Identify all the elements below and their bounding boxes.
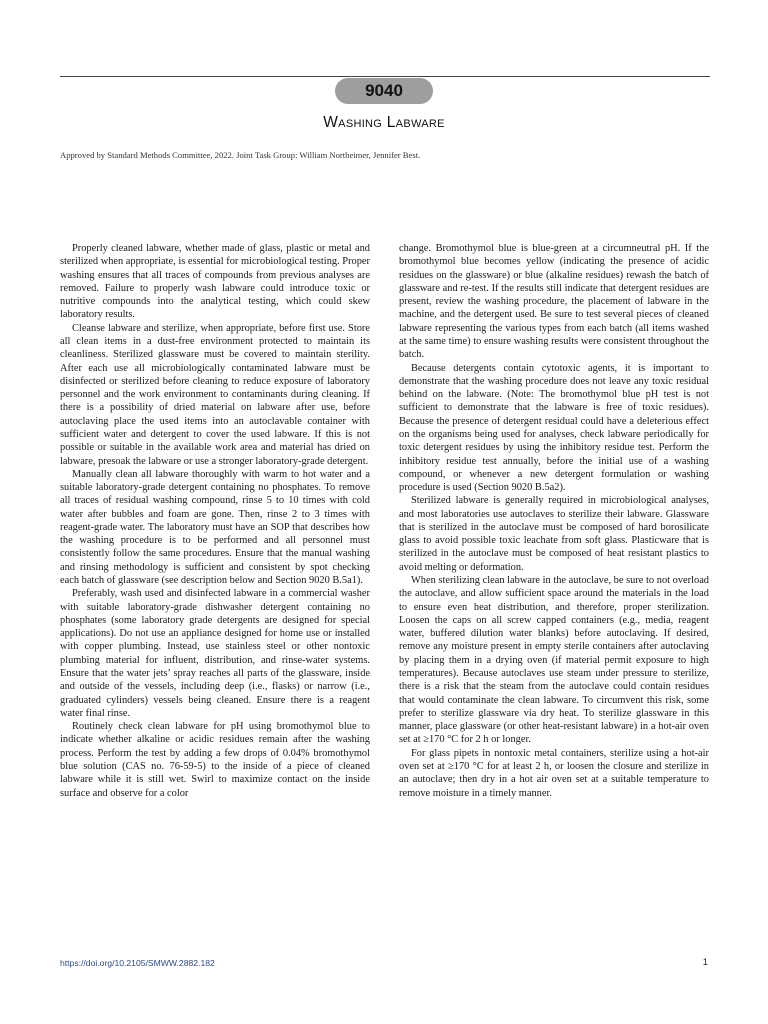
paragraph: For glass pipets in nontoxic metal containers, sterilize using a hot-air oven set at ≥170 °C for at least 2 h, or loosen the closure and sterilize in an autoclave; then dry in a hot air oven set at a suitable temperature to remove moisture in a timely manner. (399, 747, 709, 799)
paragraph: Sterilized labware is generally required in microbiological analyses, and most laboratories use autoclaves to sterilize their labware. Glassware that is sterilized in the autoclave must be composed of hard borosilicate glass to avoid possible toxic leachate from soft glass. Plasticware that is sterilized in the autoclave must be composed of heat resistant plastics to avoid melting or deformation. (399, 495, 709, 573)
paragraph: Routinely check clean labware for pH using bromothymol blue to indicate whether alkaline or acidic residues remain after the washing process. Perform the test by adding a few drops of 0.04% bromothymol blue solution (CAS no. 76-59-5) to the inside of a piece of cleaned labware while it is still wet. Swirl to maximize contact on the inside surface and observe for a color (60, 721, 370, 799)
paragraph: change. Bromothymol blue is blue-green at a circumneutral pH. If the bromothymol blue becomes yellow (indicating the presence of acidic residues on the glassware) or blue (alkaline residues) rewash the batch of glassware and re-test. If the results still indicate that detergent residues are present, review the washing procedure, the placement of labware in the machine, and the detergent used. Be sure to test several pieces of cleaned labware representing the various types from each batch (all items washed at the same time) to ensure washing results were consistent throughout the batch. (399, 243, 709, 361)
page-title: Washing Labware (323, 114, 445, 131)
doi-link[interactable]: https://doi.org/10.2105/SMWW.2882.182 (60, 958, 215, 968)
right-column (399, 242, 709, 800)
paragraph: When sterilizing clean labware in the autoclave, be sure to not overload the autoclave, and allow sufficient space around the materials in the load to ensure even heat distribution, and therefore, proper sterilization. Loosen the caps on all screw capped containers (e.g., media, reagent water, buffered dilution water blanks) before autoclaving. If desired, remove any moisture present in empty sterile containers after autoclaving by placing them in a drying oven (if material permit exposure to high temperatures). Because autoclaves use steam under pressure to sterilize, there is a risk that the steam from the autoclave could contain residues that would contaminate the clean labware. To circumvent this risk, some prefer to sterilize glassware via dry heat. To sterilize glassware in this manner, place glassware (or other heat-resistant labware) in a hot-air oven set at ≥170 °C for 2 h or longer. (399, 575, 709, 746)
paragraph: Because detergents contain cytotoxic agents, it is important to demonstrate that the washing procedure does not leave any toxic residual behind on the labware. (Note: The bromothymol blue pH test is not sufficient to demonstrate that the labware is free of toxic residues). Because the presence of detergent residual could have a deleterious effect on the organisms being used for analyses, check labware periodically for toxic detergent residues by using the inhibitory residue test. Perform the inhibitory residue test annually, before the initial use of a washing compound, or whenever a new detergent formulation or washing procedure is used (Section 9020 B.5a2). (399, 362, 709, 494)
paragraph: Preferably, wash used and disinfected labware in a commercial washer with suitable laboratory-grade dishwasher detergent containing no phosphates (some laboratory grade detergents are designed for special applications). Do not use an appliance designed for home use or installed with copper plumbing. Instead, use stainless steel or other nontoxic plumbing material for influent, distribution, and rinse-water systems. Ensure that the water jets’ spray reaches all parts of the glassware, inside and outside of the vessels, including deep (i.e., flasks) or narrow (i.e., graduated cylinders) vessels being cleaned. Ensure there is a reagent water final rinse. (60, 588, 370, 719)
top-rule (60, 76, 710, 77)
left-column (60, 242, 370, 800)
approval-note: Approved by Standard Methods Committee, 2022. Joint Task Group: William Northeimer, Jennifer Best. (60, 150, 421, 160)
section-number-badge: 9040 (335, 78, 433, 104)
paragraph: Properly cleaned labware, whether made of glass, plastic or metal and sterilized when appropriate, is essential for microbiological testing. Proper washing ensures that all traces of compounds from previous analyses are removed. Failure to properly wash labware could introduce toxic or nutritive compounds into the analytical testing, which could skew laboratory results. (60, 243, 370, 321)
paragraph: Manually clean all labware thoroughly with warm to hot water and a suitable laboratory-grade detergent containing no phosphates. To remove all traces of residual washing compound, rinse 5 to 10 times with cold water after bubbles and foam are gone. Then, rinse 2 to 3 times with reagent-grade water. The laboratory must have an SOP that describes how the washing procedure is to be performed and all personnel must consistently follow the same procedures. Ensure that the manual washing and rinsing methodology is sufficient and consistent by spot checking each batch of glassware (see description below and Section 9020 B.5a1). (60, 468, 370, 587)
page-number: 1 (702, 957, 708, 968)
paragraph: Cleanse labware and sterilize, when appropriate, before first use. Store all clean items in a dust-free environment protected to maintain its cleanliness. Sterilized glassware must be covered to maintain sterility. After each use all microbiologically contaminated labware must be disinfected or sterilized before cleaning to reduce exposure of laboratory personnel and the work environment to contaminants during cleaning. If there is a possibility of dried material on labware after use, before autoclaving place the used items into an autoclavable container with sufficient water and detergent to cover the used labware. If this is not possible or suitable in the available work area and material has dried on labware, presoak the labware or use a stronger laboratory-grade detergent. (60, 322, 370, 467)
